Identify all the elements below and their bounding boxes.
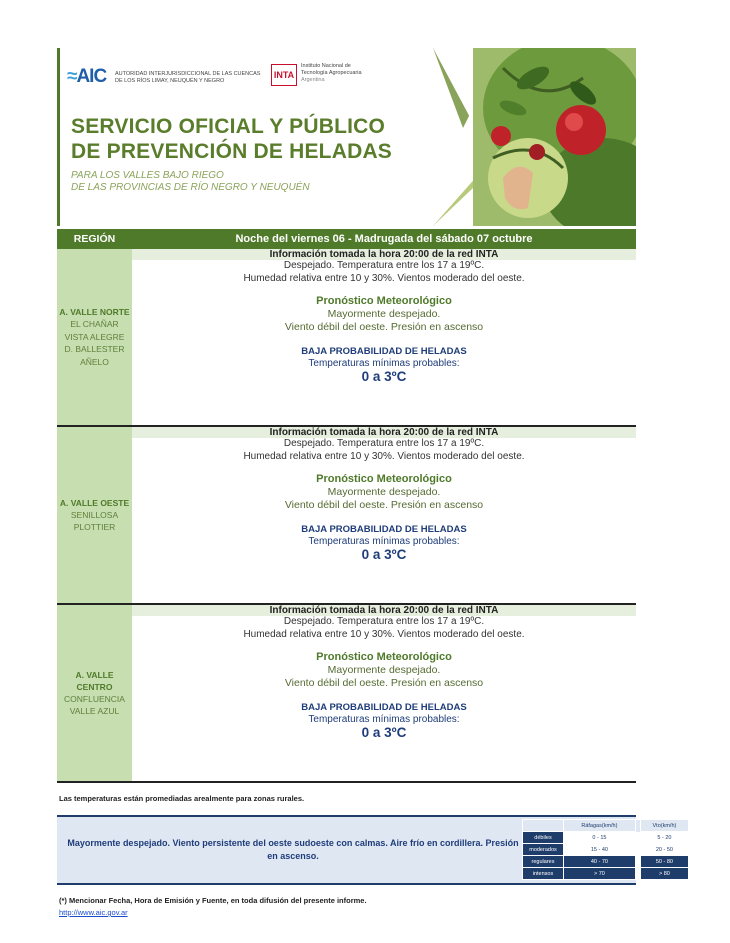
region-cell (57, 605, 132, 781)
region-location: PLOTTIER (73, 522, 116, 532)
table-row (57, 603, 636, 781)
region-location: D. BALLESTER (64, 344, 125, 354)
info-line: Despejado. Temperatura entre los 17 a 19ºC. (283, 438, 485, 449)
min-temp-label: Temperaturas mínimas probables: (308, 714, 460, 725)
aic-logo-mark: ≈AIC (67, 66, 107, 87)
legend-rafagas-value: 15 - 40 (564, 844, 636, 856)
forecast-title: Pronóstico Meteorológico (316, 473, 452, 485)
aic-website-link[interactable]: http://www.aic.gov.ar (59, 908, 128, 917)
info-title: Información tomada la hora 20:00 de la red INTA (132, 249, 636, 260)
legend-label: moderados (523, 844, 564, 856)
column-header-night: Noche del viernes 06 - Madrugada del sábado 07 octubre (235, 233, 533, 245)
legend-row (523, 832, 689, 844)
frost-forecast-table (57, 229, 636, 783)
inta-line-2: Tecnología Agropecuaria (301, 70, 362, 76)
table-row (57, 425, 636, 603)
forecast-cell (132, 427, 636, 603)
legend-label: regulares (523, 856, 564, 868)
legend-rafagas-value: 0 - 15 (564, 832, 636, 844)
inta-logo-mark: INTA (271, 64, 297, 86)
inta-line-3: Argentina (301, 77, 325, 83)
min-temp-label: Temperaturas mínimas probables: (308, 358, 460, 369)
region-location: VISTA ALEGRE (64, 331, 125, 342)
aic-logo (67, 66, 267, 96)
forecast-line: Mayormente despejado. (327, 486, 441, 498)
forecast-cell (132, 605, 636, 781)
general-summary-text (57, 837, 529, 863)
legend-header-row (523, 820, 689, 832)
legend-row (523, 844, 689, 856)
column-header-region: REGIÓN (73, 233, 116, 245)
legend-header-vto: Vto(km/h) (640, 820, 688, 832)
min-temp-value: 0 a 3ºC (361, 547, 407, 562)
forecast-cell (132, 249, 636, 425)
region-name: A. VALLE OESTE (59, 497, 130, 508)
legend-row (523, 856, 689, 868)
min-temp-label: Temperaturas mínimas probables: (308, 536, 460, 547)
frost-probability-title: BAJA PROBABILIDAD DE HELADAS (301, 702, 467, 713)
info-line: Despejado. Temperatura entre los 17 a 19ºC. (283, 616, 485, 627)
page-subtitle (71, 170, 310, 194)
region-cell (57, 427, 132, 603)
info-line: Humedad relativa entre 10 y 30%. Vientos moderado del oeste. (243, 628, 525, 640)
forecast-title: Pronóstico Meteorológico (316, 651, 452, 663)
region-location: EL CHAÑAR (70, 319, 119, 329)
legend-label: intensos (523, 868, 564, 880)
report-header (57, 48, 636, 226)
aic-logo-text: AUTORIDAD INTERJURISDICCIONAL DE LAS CUENCAS DE LOS RÍOS LIMAY, NEUQUÉN Y NEGRO (115, 71, 261, 84)
region-location: SENILLOSA (70, 509, 119, 520)
region-location: VALLE AZUL (69, 706, 120, 716)
frost-probability-title: BAJA PROBABILIDAD DE HELADAS (301, 524, 467, 535)
legend-header-blank (523, 820, 564, 832)
info-title: Información tomada la hora 20:00 de la red INTA (132, 605, 636, 616)
apple-tree-photo (433, 48, 636, 226)
forecast-line: Mayormente despejado. (327, 308, 441, 320)
table-header (57, 229, 636, 249)
table-bottom-rule (57, 781, 636, 783)
temperature-note: Las temperaturas están promediadas arealmente para zonas rurales. (59, 794, 305, 803)
region-name: A. VALLE CENTRO (75, 669, 114, 692)
min-temp-value: 0 a 3ºC (361, 369, 407, 384)
legend-label: débiles (523, 832, 564, 844)
region-location: AÑELO (80, 356, 109, 367)
attribution-note: (*) Mencionar Fecha, Hora de Emisión y Fuente, en toda difusión del presente informe. (59, 896, 367, 905)
info-line: Humedad relativa entre 10 y 30%. Vientos moderado del oeste. (243, 450, 525, 462)
legend-rafagas-value: > 70 (564, 868, 636, 880)
forecast-title: Pronóstico Meteorológico (316, 295, 452, 307)
subtitle-line-1: PARA LOS VALLES BAJO RIEGO (71, 170, 224, 181)
wind-legend-table (522, 819, 689, 880)
inta-line-1: Instituto Nacional de (301, 63, 351, 69)
page-title (71, 114, 392, 164)
info-title: Información tomada la hora 20:00 de la red INTA (132, 427, 636, 438)
legend-vto-value: 20 - 50 (640, 844, 688, 856)
region-cell (57, 249, 132, 425)
title-line-1: SERVICIO OFICIAL Y PÚBLICO (71, 115, 386, 138)
legend-vto-value: 5 - 20 (640, 832, 688, 844)
frost-probability-title: BAJA PROBABILIDAD DE HELADAS (301, 346, 467, 357)
forecast-line: Viento débil del oeste. Presión en ascenso (284, 676, 484, 689)
forecast-line: Mayormente despejado. (327, 664, 441, 676)
min-temp-value: 0 a 3ºC (361, 725, 407, 740)
summary-line-2: en ascenso. (267, 851, 319, 861)
header-accent-bar (57, 48, 60, 226)
region-name: A. VALLE NORTE (59, 307, 130, 317)
table-row (57, 249, 636, 425)
forecast-line: Viento débil del oeste. Presión en ascenso (284, 498, 484, 511)
general-summary-box (57, 815, 677, 885)
subtitle-line-2: DE LAS PROVINCIAS DE RÍO NEGRO Y NEUQUÉN (71, 182, 310, 193)
legend-rafagas-value: 40 - 70 (564, 856, 636, 868)
forecast-line: Viento débil del oeste. Presión en ascenso (284, 320, 484, 333)
region-location: CONFLUENCIA (64, 693, 125, 704)
info-line: Humedad relativa entre 10 y 30%. Vientos moderado del oeste. (243, 272, 525, 284)
legend-vto-value: > 80 (640, 868, 688, 880)
title-line-2: DE PREVENCIÓN DE HELADAS (71, 140, 393, 163)
legend-row (523, 868, 689, 880)
info-line: Despejado. Temperatura entre los 17 a 19ºC. (283, 260, 485, 271)
legend-header-rafagas: Ráfagas(km/h) (564, 820, 636, 832)
inta-logo-text (301, 63, 411, 84)
legend-vto-value: 50 - 80 (640, 856, 688, 868)
summary-line-1: Mayormente despejado. Viento persistente del oeste sudoeste con calmas. Aire frío en cordillera. Presión (67, 838, 519, 848)
